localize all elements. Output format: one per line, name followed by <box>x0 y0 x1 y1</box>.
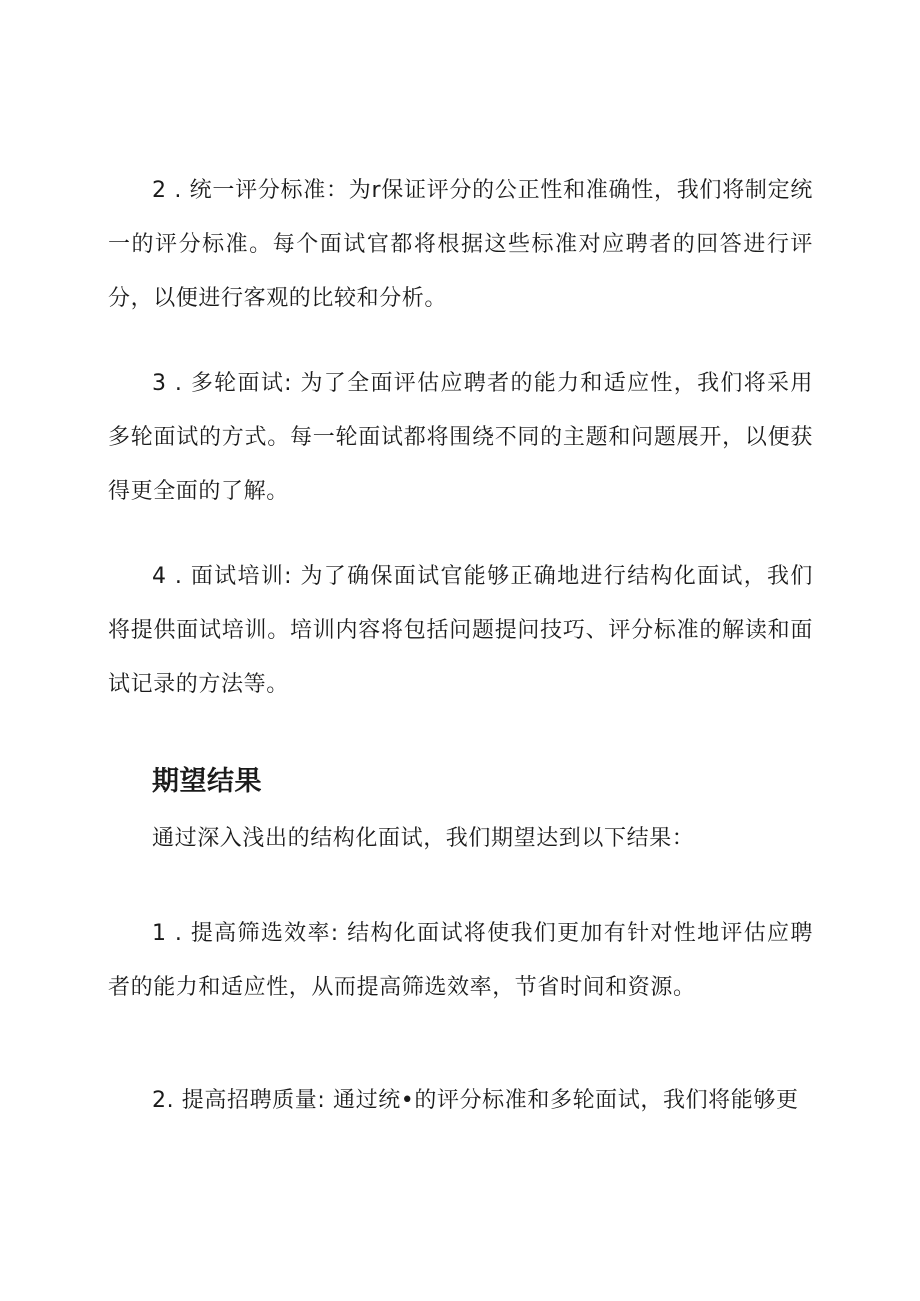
section-heading-expected-results: 期望结果 <box>152 766 262 797</box>
result-paragraph-screening-efficiency: 1 . 提高筛选效率: 结构化面试将使我们更加有针对性地评估应聘者的能力和适应性，从而提高筛选效率，节省时间和资源。 <box>108 921 813 1000</box>
result-paragraph-recruitment-quality: 2. 提高招聘质量: 通过统•的评分标准和多轮面试，我们将能够更 <box>152 1088 799 1113</box>
expected-results-intro: 通过深入浅出的结构化面试，我们期望达到以下结果： <box>152 826 695 851</box>
method-paragraph-interview-training: 4 . 面试培训: 为了确保面试官能够正确地进行结构化面试，我们将提供面试培训。培训内容将包括问题提问技巧、评分标准的解读和面试记录的方法等。 <box>108 564 813 697</box>
method-paragraph-multi-round-interview: 3 . 多轮面试: 为了全面评估应聘者的能力和适应性，我们将采用多轮面试的方式。每一轮面试都将围绕不同的主题和问题展开，以便获得更全面的了解。 <box>108 371 813 504</box>
method-paragraph-scoring-standard: 2 . 统一评分标准：为r保证评分的公正性和准确性，我们将制定统一的评分标准。每个面试官都将根据这些标准对应聘者的回答进行评分，以便进行客观的比较和分析。 <box>108 178 813 311</box>
